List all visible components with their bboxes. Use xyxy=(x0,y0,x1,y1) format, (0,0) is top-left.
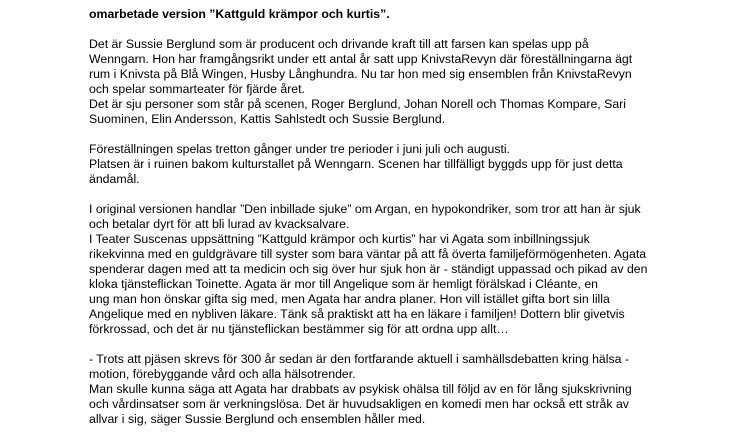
text-line: och vårdinsatser som är verkningslösa. Det är huvudsakligen en komedi men har också ett stråk av xyxy=(89,397,629,411)
text-line: och spelar sommarteater för fjärde året. xyxy=(89,82,305,96)
paragraph-performances xyxy=(89,142,689,187)
text-line: spenderar dagen med att ta medicin och sig över hur sjuk hon är - ständigt uppassad och pikad av den xyxy=(89,262,648,276)
intro-line: omarbetade version ”Kattguld krämpor och kurtis”. xyxy=(89,7,390,21)
text-line: rum i Knivsta på Blå Wingen, Husby Långhundra. Nu tar hon med sig ensemblen från KnivstaRevyn xyxy=(89,67,632,81)
text-line: motion, förebyggande vård och alla hälsotrender. xyxy=(89,367,356,381)
text-line: ändamål. xyxy=(89,172,140,186)
text-line: Suominen, Elin Andersson, Kattis Sahlstedt och Sussie Berglund. xyxy=(89,112,446,126)
text-line: ung man hon önskar gifta sig med, men Agata har andra planer. Hon vill istället gifta bort sin lilla xyxy=(89,292,610,306)
text-line: - Trots att pjäsen skrevs för 300 år sedan är den fortfarande aktuell i samhällsdebatten kring hälsa - xyxy=(89,352,629,366)
text-line: Det är Sussie Berglund som är producent och drivande kraft till att farsen kan spelas upp på xyxy=(89,37,589,51)
paragraph-quote xyxy=(89,352,689,427)
text-line: I original versionen handlar ”Den inbillade sjuke” om Argan, en hypokondriker, som tror att han är sjuk xyxy=(89,202,641,216)
text-line: kloka tjänsteflickan Toinette. Agata är mor till Angelique som är hemligt förälskad i Cléante, en xyxy=(89,277,598,291)
cut-off-line xyxy=(89,0,689,7)
text-line: Angelique med en nybliven läkare. Tänk så praktiskt att ha en läkare i familjen! Dottern blir givetvis xyxy=(89,307,625,321)
text-line: Platsen är i ruinen bakom kulturstallet på Wenngarn. Scenen har tillfälligt byggds upp för just detta xyxy=(89,157,623,171)
text-line: förkrossad, och det är nu tjänsteflickan bestämmer sig för att ordna upp allt… xyxy=(89,322,509,336)
text-line: I Teater Suscenas uppsättning ”Kattguld krämpor och kurtis” har vi Agata som inbillningssjuk xyxy=(89,232,590,246)
document-page xyxy=(89,0,689,442)
paragraph-producer xyxy=(89,37,689,127)
text-line: Det är sju personer som står på scenen, Roger Berglund, Johan Norell och Thomas Kompare, Sari xyxy=(89,97,627,111)
paragraph-plot xyxy=(89,202,689,337)
text-line: och betalar dyrt för att bli lurad av kvacksalvare. xyxy=(89,217,350,231)
intro-paragraph xyxy=(89,0,689,22)
text-line: allvar i sig, säger Sussie Berglund och ensemblen håller med. xyxy=(89,412,426,426)
text-line: rikekvinna med en guldgrävare till syster som bara väntar på att få överta familjeförmögenheten. Agata xyxy=(89,247,647,261)
text-line: Wenngarn. Hon har framgångsrikt under ett antal år satt upp KnivstaRevyn där föreställningarna ägt xyxy=(89,52,633,66)
text-line: Man skulle kunna säga att Agata har drabbats av psykisk ohälsa till följd av en för lång sjukskrivning xyxy=(89,382,632,396)
text-line: Föreställningen spelas tretton gånger under tre perioder i juni juli och augusti. xyxy=(89,142,511,156)
